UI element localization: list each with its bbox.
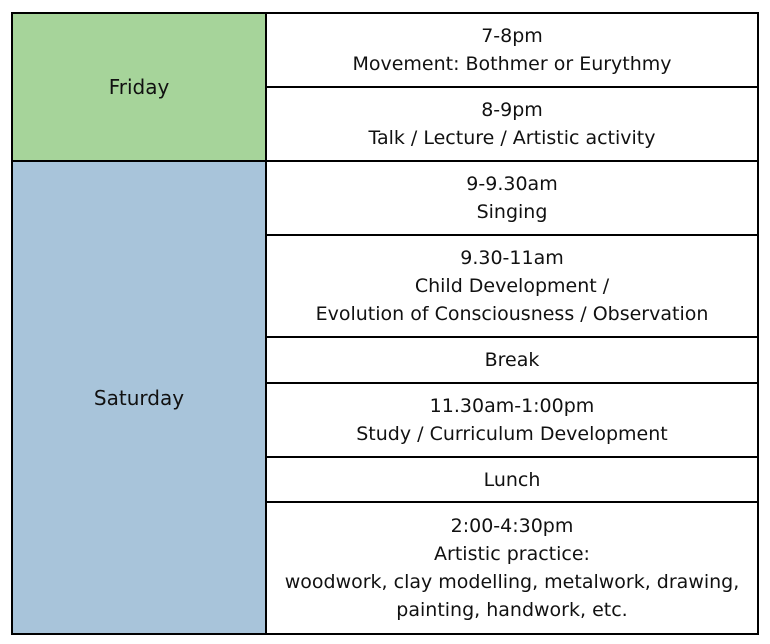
slot-cell	[266, 87, 758, 161]
slot-activity: Child Development /	[414, 275, 610, 298]
schedule-table	[11, 12, 759, 635]
slot-cell	[266, 502, 758, 634]
slot-time: 9-9.30am	[466, 172, 558, 195]
slot-cell-break	[266, 337, 758, 383]
slot-activity: painting, handwork, etc.	[396, 599, 628, 622]
table-row	[12, 161, 758, 235]
slot-cell	[266, 235, 758, 337]
slot-cell-lunch	[266, 457, 758, 503]
slot-activity: Movement: Bothmer or Eurythmy	[352, 53, 672, 75]
slot-time: 2:00-4:30pm	[450, 515, 574, 538]
slot-activity: Study / Curriculum Development	[356, 422, 668, 445]
slot-time: 8-9pm	[481, 99, 543, 121]
table-row	[12, 13, 758, 87]
slot-activity: Artistic practice:	[434, 543, 590, 566]
slot-cell	[266, 13, 758, 87]
slot-activity: Evolution of Consciousness / Observation	[315, 303, 709, 326]
slot-cell	[266, 383, 758, 457]
slot-activity: Lunch	[483, 468, 541, 491]
slot-activity: woodwork, clay modelling, metalwork, drawing,	[284, 571, 740, 594]
day-cell-saturday: Saturday	[12, 161, 266, 634]
slot-activity: Talk / Lecture / Artistic activity	[368, 127, 656, 149]
slot-time: 11.30am-1:00pm	[429, 394, 595, 417]
slot-time: 7-8pm	[481, 25, 543, 47]
day-cell-friday: Friday	[12, 13, 266, 161]
slot-activity: Break	[484, 349, 540, 372]
slot-cell	[266, 161, 758, 235]
slot-time: 9.30-11am	[460, 247, 564, 270]
slot-activity: Singing	[476, 200, 548, 223]
